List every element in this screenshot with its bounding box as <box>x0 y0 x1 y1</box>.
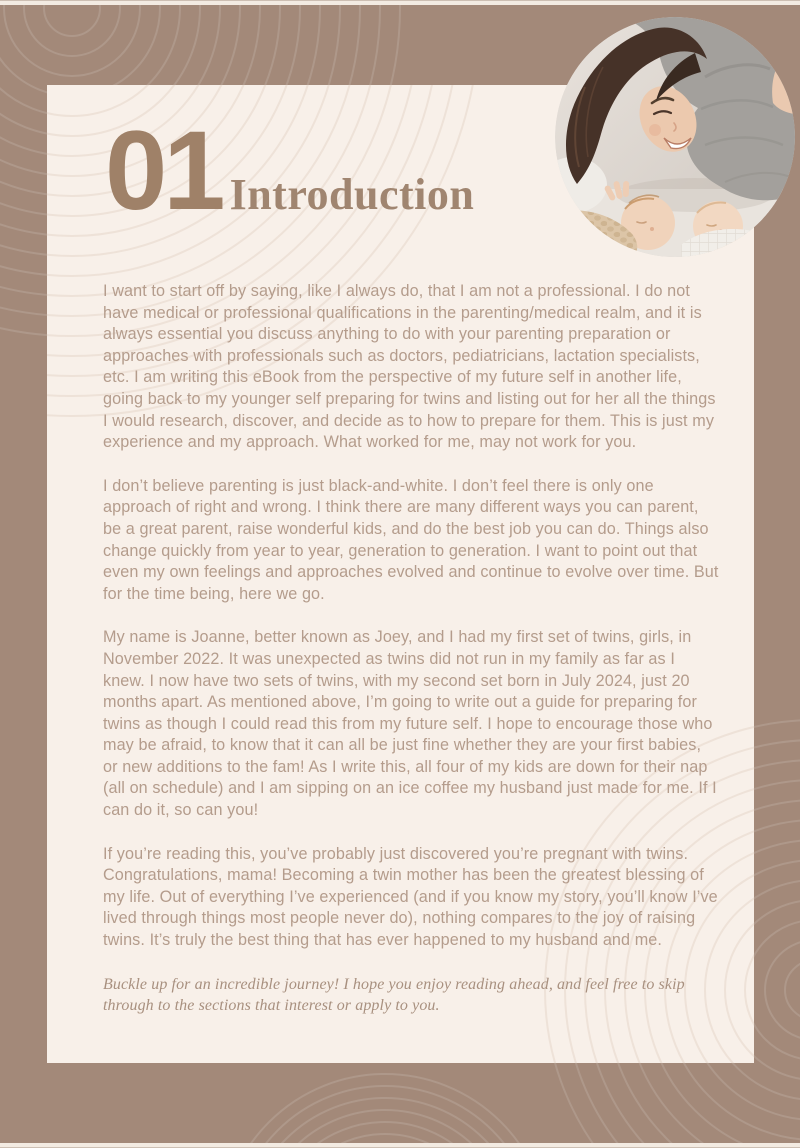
chapter-body <box>103 281 719 1038</box>
closing-note: Buckle up for an incredible journey! I hope you enjoy reading ahead, and feel free to skip through to the sections that interest or apply to you. <box>103 975 685 1014</box>
photo-mother-with-twins <box>555 17 795 257</box>
paragraph: I don’t believe parenting is just black-and-white. I don’t feel there is only one approach of right and wrong. I think there are many different ways you can parent, be a great parent, raise wonderful kids, and do the best job you can do. Things also change quickly from year to year, generation to generation. I want to point out that even my own feelings and approaches evolved and continue to evolve over time. But for the time being, here we go. <box>103 476 719 603</box>
ring-set-bottom-center <box>221 1074 549 1148</box>
paragraph: I want to start off by saying, like I always do, that I am not a professional. I do not have medical or professional qualifications in the parenting/medical realm, and it is always essential you discuss anything to do with your parenting preparation or approaches with professionals such as doctors, pediatricians, lactation specialists, etc. I am writing this eBook from the perspective of my future self in another life, going back to my younger self preparing for twins and listing out for her all the things I would research, discover, and decide as to how to prepare for them. This is just my experience and my approach. What worked for me, may not work for you. <box>103 282 716 452</box>
page-bottom-edge <box>0 1143 800 1148</box>
paragraph: If you’re reading this, you’ve probably just discovered you’re pregnant with twins. Congratulations, mama! Becoming a twin mother has been the greatest blessing of my life. Out of everything I’ve experienced (and if you know my story, you’ll know I’ve lived through things most people never do), nothing compares to the joy of raising twins. It’s truly the best thing that has ever happened to my husband and me. <box>103 844 718 950</box>
page-top-edge <box>0 0 800 5</box>
chapter-number: 01 <box>105 108 222 233</box>
chapter-heading <box>105 108 475 233</box>
chapter-title: Introduction <box>229 170 475 219</box>
paragraph: My name is Joanne, better known as Joey, and I had my first set of twins, girls, in November 2022. It was unexpected as twins did not run in my family as far as I knew. I now have two sets of twins, with my second set born in July 2024, just 20 months apart. As mentioned above, I’m going to write out a guide for preparing for twins as though I could read this from my future self. I hope to encourage those who may be afraid, to know that it can all be just fine whether they are your first babies, or new additions to the fam! As I write this, all four of my kids are down for their nap (all on schedule) and I am sipping on an ice coffee my husband just made for me. If I can do it, so can you! <box>103 628 717 820</box>
